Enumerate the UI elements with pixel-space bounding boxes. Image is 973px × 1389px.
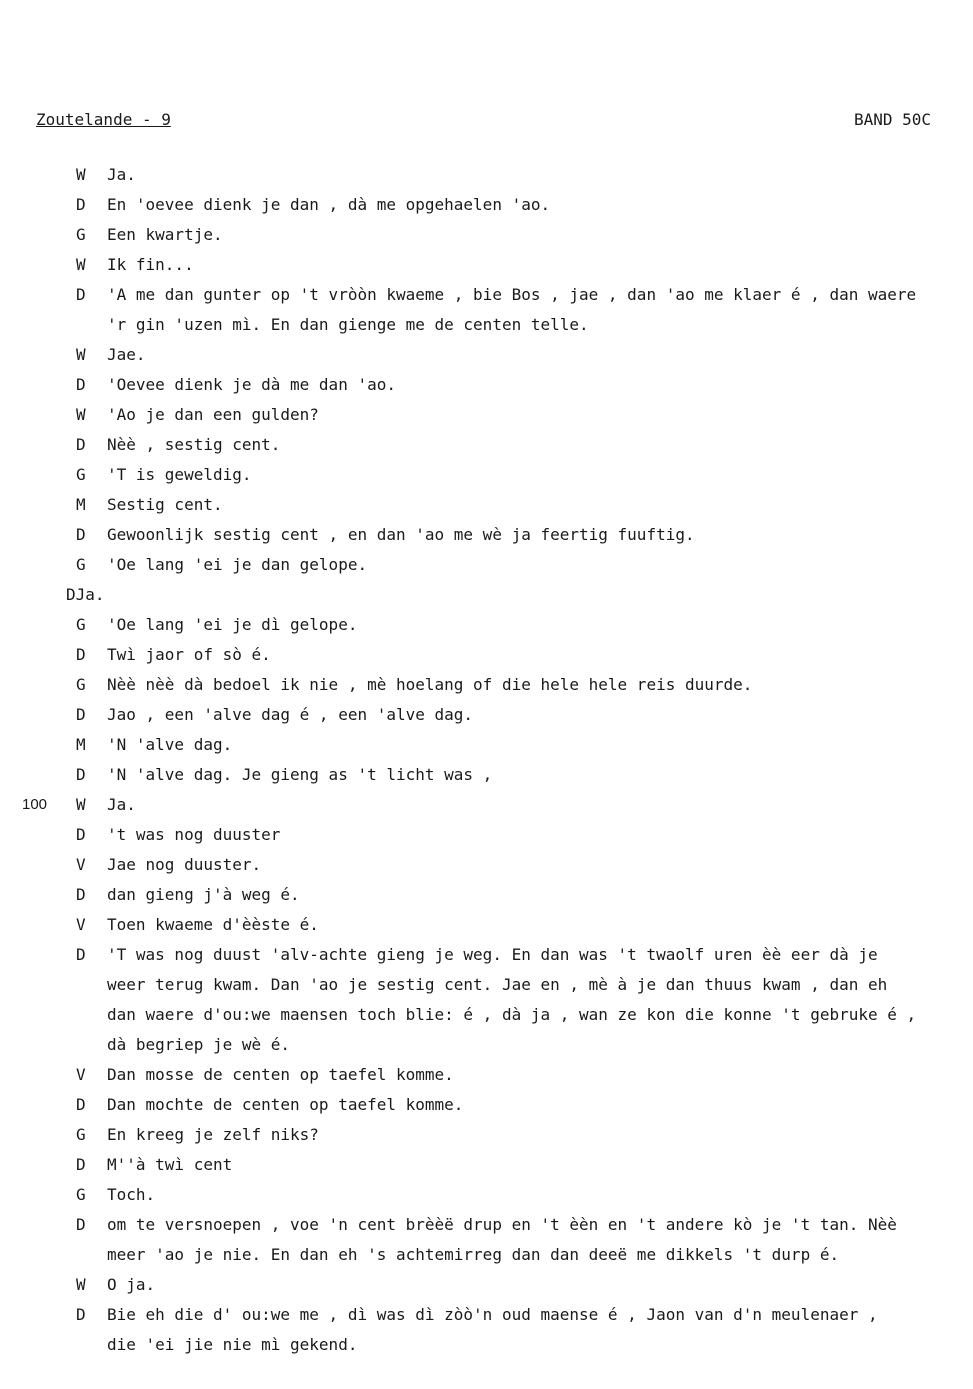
utterance-text: Dan mosse de centen op taefel komme. — [107, 1065, 454, 1084]
utterance-text: Gewoonlijk sestig cent , en dan 'ao me wè ja feertig fuuftig. — [107, 525, 695, 544]
speaker-label: G — [76, 1185, 86, 1204]
utterance-text: M''à twì cent — [107, 1155, 233, 1174]
utterance-text: 'Oe lang 'ei je dì gelope. — [107, 615, 358, 634]
speaker-label: D — [76, 1305, 86, 1324]
utterance-text: Twì jaor of sò é. — [107, 645, 271, 664]
speaker-label: D — [76, 525, 86, 544]
speaker-label: W — [76, 255, 86, 274]
speaker-label: D — [76, 825, 86, 844]
utterance-text: Bie eh die d' ou:we me , dì was dì zòò'n oud maense é , Jaon van d'n meulenaer , — [107, 1305, 878, 1324]
transcript-line — [0, 1300, 973, 1330]
utterance-text: dan gieng j'à weg é. — [107, 885, 300, 904]
speaker-label: D — [76, 1215, 86, 1234]
utterance-text: En 'oevee dienk je dan , dà me opgehaelen 'ao. — [107, 195, 551, 214]
transcript-line — [0, 880, 973, 910]
speaker-label: W — [76, 795, 86, 814]
speaker-label: W — [76, 165, 86, 184]
speaker-label: D — [76, 705, 86, 724]
transcript-line — [0, 340, 973, 370]
transcript-line — [0, 1180, 973, 1210]
speaker-label: D — [76, 195, 86, 214]
transcript-line — [0, 640, 973, 670]
speaker-label: G — [76, 225, 86, 244]
transcript-line — [0, 1270, 973, 1300]
transcript-line — [0, 430, 973, 460]
utterance-text: 'Ao je dan een gulden? — [107, 405, 319, 424]
transcript-line — [0, 250, 973, 280]
speaker-label: D — [76, 885, 86, 904]
utterance-text: dan waere d'ou:we maensen toch blie: é , dà ja , wan ze kon die konne 't gebruke é , — [107, 1005, 917, 1024]
speaker-label: W — [76, 405, 86, 424]
utterance-text: Jao , een 'alve dag é , een 'alve dag. — [107, 705, 474, 724]
utterance-text: 'r gin 'uzen mì. En dan gienge me de centen telle. — [107, 315, 589, 334]
speaker-label: D — [76, 765, 86, 784]
utterance-text: weer terug kwam. Dan 'ao je sestig cent. Jae en , mè à je dan thuus kwam , dan eh — [107, 975, 888, 994]
utterance-text: Nèè , sestig cent. — [107, 435, 281, 454]
transcript-line — [0, 490, 973, 520]
transcript-line — [0, 700, 973, 730]
utterance-text: Ja. — [107, 165, 136, 184]
utterance-text: Nèè nèè dà bedoel ik nie , mè hoelang of die hele hele reis duurde. — [107, 675, 753, 694]
transcript-line — [0, 190, 973, 220]
band-label: BAND 50C — [853, 110, 931, 129]
transcript-line — [0, 610, 973, 640]
speaker-label: W — [76, 1275, 86, 1294]
speaker-label: W — [76, 345, 86, 364]
transcript-line — [0, 1150, 973, 1180]
transcript-line — [0, 370, 973, 400]
transcript-line — [0, 970, 973, 1000]
line-number: 100 — [22, 796, 48, 813]
transcript-line — [0, 550, 973, 580]
utterance-text: Toch. — [107, 1185, 156, 1204]
speaker-label: M — [76, 495, 86, 514]
speaker-label: D — [76, 435, 86, 454]
page-title: Zoutelande - 9 — [36, 110, 171, 129]
speaker-label: D — [76, 645, 86, 664]
transcript-line — [0, 910, 973, 940]
utterance-text: DJa. — [66, 585, 105, 604]
utterance-text: 'N 'alve dag. Je gieng as 't licht was , — [107, 765, 493, 784]
speaker-label: G — [76, 465, 86, 484]
speaker-label: V — [76, 855, 86, 874]
speaker-label: G — [76, 675, 86, 694]
speaker-label: G — [76, 555, 86, 574]
utterance-text: die 'ei jie nie mì gekend. — [107, 1335, 358, 1354]
utterance-text: 't was nog duuster — [107, 825, 281, 844]
transcript-line — [0, 580, 973, 610]
speaker-label: D — [76, 1095, 86, 1114]
utterance-text: Jae. — [107, 345, 146, 364]
utterance-text: Ja. — [107, 795, 136, 814]
transcript-line — [0, 400, 973, 430]
utterance-text: 'Oe lang 'ei je dan gelope. — [107, 555, 368, 574]
speaker-label: D — [76, 375, 86, 394]
transcript-line — [0, 1120, 973, 1150]
speaker-label: M — [76, 735, 86, 754]
transcript-line — [0, 1240, 973, 1270]
transcript-line — [0, 280, 973, 310]
transcript-line — [0, 1030, 973, 1060]
transcript-line — [0, 1000, 973, 1030]
utterance-text: 'T was nog duust 'alv-achte gieng je weg. En dan was 't twaolf uren èè eer dà je — [107, 945, 878, 964]
transcript-line — [0, 730, 973, 760]
utterance-text: Jae nog duuster. — [107, 855, 262, 874]
utterance-text: Ik fin... — [107, 255, 194, 274]
utterance-text: Sestig cent. — [107, 495, 223, 514]
utterance-text: 'A me dan gunter op 't vròòn kwaeme , bie Bos , jae , dan 'ao me klaer é , dan waere — [107, 285, 917, 304]
utterance-text: Toen kwaeme d'èèste é. — [107, 915, 319, 934]
transcript-line — [0, 460, 973, 490]
transcript-line — [0, 790, 973, 820]
speaker-label: G — [76, 1125, 86, 1144]
transcript-line — [0, 820, 973, 850]
speaker-label: V — [76, 1065, 86, 1084]
transcript-line — [0, 310, 973, 340]
transcript-line — [0, 160, 973, 190]
utterance-text: om te versnoepen , voe 'n cent brèèë drup en 't èèn en 't andere kò je 't tan. Nèè — [107, 1215, 897, 1234]
transcript-line — [0, 220, 973, 250]
utterance-text: 'Oevee dienk je dà me dan 'ao. — [107, 375, 396, 394]
utterance-text: dà begriep je wè é. — [107, 1035, 291, 1054]
utterance-text: 'N 'alve dag. — [107, 735, 233, 754]
utterance-text: meer 'ao je nie. En dan eh 's achtemirreg dan dan deeë me dikkels 't durp é. — [107, 1245, 840, 1264]
transcript-line — [0, 760, 973, 790]
transcript-line — [0, 1210, 973, 1240]
utterance-text: En kreeg je zelf niks? — [107, 1125, 319, 1144]
utterance-text: Dan mochte de centen op taefel komme. — [107, 1095, 464, 1114]
transcript-body — [0, 160, 973, 1360]
utterance-text: Een kwartje. — [107, 225, 223, 244]
speaker-label: D — [76, 1155, 86, 1174]
utterance-text: 'T is geweldig. — [107, 465, 252, 484]
transcript-line — [0, 940, 973, 970]
speaker-label: V — [76, 915, 86, 934]
transcript-line — [0, 670, 973, 700]
transcript-line — [0, 1090, 973, 1120]
speaker-label: D — [76, 285, 86, 304]
transcript-line — [0, 1060, 973, 1090]
transcript-line — [0, 850, 973, 880]
transcript-line — [0, 520, 973, 550]
transcript-line — [0, 1330, 973, 1360]
speaker-label: G — [76, 615, 86, 634]
speaker-label: D — [76, 945, 86, 964]
utterance-text: O ja. — [107, 1275, 156, 1294]
